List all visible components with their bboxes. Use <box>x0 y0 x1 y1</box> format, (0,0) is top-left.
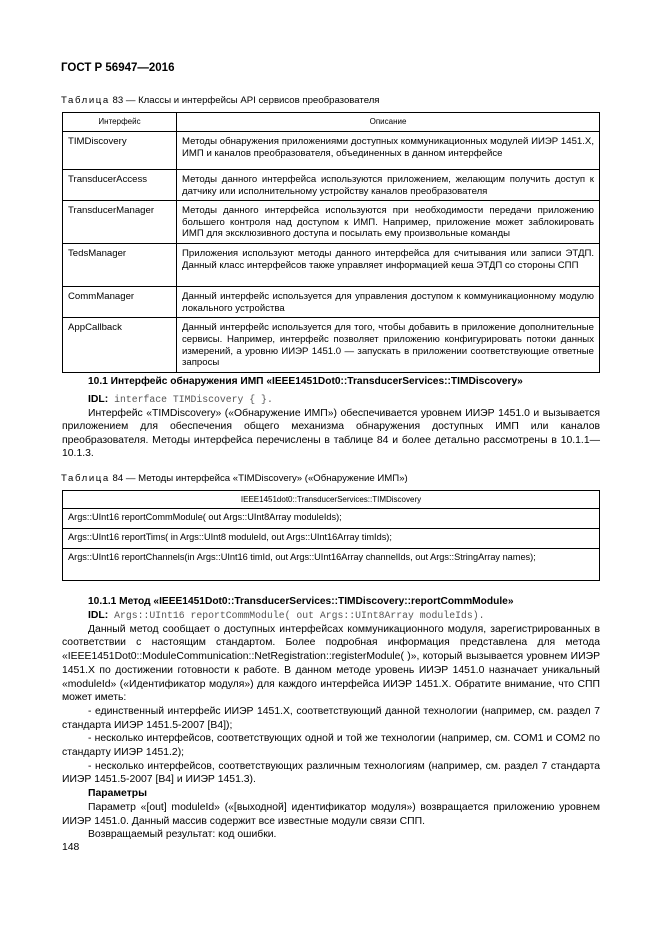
idl-code: Args::UInt16 reportCommModule( out Args::UInt8Array moduleIds). <box>108 610 485 621</box>
section-10-1-heading: 10.1 Интерфейс обнаружения ИМП «IEEE1451Dot0::TransducerServices::TIMDiscovery» <box>88 376 523 387</box>
interface-name: TransducerAccess <box>63 170 177 201</box>
table-row <box>63 529 600 549</box>
page-number: 148 <box>62 842 80 853</box>
interface-description: Данный интерфейс используется для того, чтобы добавить в приложение дополнительные сервисы. Например, интерфейс позволяет приложению конфигурировать потоки данных измерений, а уровню ИИЭР 1451.0 — запускать в приложении соответствующие ответные запросы <box>177 318 600 373</box>
section-10-1-1-heading: 10.1.1 Метод «IEEE1451Dot0::TransducerServices::TIMDiscovery::reportCommModule» <box>88 596 514 607</box>
table-83-header-interface: Интерфейс <box>63 113 177 132</box>
paragraph: Возвращаемый результат: код ошибки. <box>88 829 277 841</box>
standard-header: ГОСТ Р 56947—2016 <box>61 62 175 74</box>
method-signature: Args::UInt16 reportCommModule( out Args::UInt8Array moduleIds); <box>63 509 600 529</box>
table-row <box>63 201 600 244</box>
list-item: - единственный интерфейс ИИЭР 1451.X, соответствующий данной технологии (например, см. раздел 7 стандарта ИИЭР 1451.5-2007 [В4]); <box>62 705 600 731</box>
table-84-header: IEEE1451dot0::TransducerServices::TIMDiscovery <box>63 491 600 509</box>
table-84-caption: Таблица 84 — Методы интерфейса «TIMDiscovery» («Обнаружение ИМП») <box>61 473 408 484</box>
table-row <box>63 509 600 529</box>
section-10-1-text: Интерфейс «TIMDiscovery» («Обнаружение ИМП») обеспечивается уровнем ИИЭР 1451.0 и вызывается приложением для обеспечения общего механизма обнаружения доступных ИМП или каналов преобразователя. Методы интерфейса перечислены в таблице 84 и более детально рассмотрены в 10.1.1—10.1.3. <box>62 407 600 460</box>
table-83-header-description: Описание <box>177 113 600 132</box>
interface-name: TedsManager <box>63 244 177 287</box>
table-row <box>63 244 600 287</box>
interface-name: TransducerManager <box>63 201 177 244</box>
method-signature: Args::UInt16 reportChannels(in Args::UInt16 timId, out Args::UInt16Array channelIds, out Args::StringArray names); <box>63 549 600 581</box>
params-heading: Параметры <box>88 788 148 800</box>
list-item: - несколько интерфейсов, соответствующих одной и той же технологии (например, см. COM1 и COM2 по стандарту ИИЭР 1451.2); <box>62 733 600 759</box>
paragraph: Данный метод сообщает о доступных интерфейсах коммуникационного модуля, зарегистрированных в соответствии с настоящим стандартом. Более подробная информация представлена для метода «IEEE1451Dot0::ModuleCommunication::NetRegistration::registerModule( )», который вызывается уровнем ИИЭР 1451.X по достижении готовности к работе. В данном методе уровень ИИЭР 1451.0 назначает уникальный «moduleId» («Идентификатор модуля») для каждого интерфейса ИИЭР 1451.X. Обратите внимание, что СПП может иметь: <box>62 623 600 704</box>
interface-description: Приложения используют методы данного интерфейса для считывания или записи ЭТДП. Данный класс интерфейсов также управляет информацией кеша ЭТДП со стороны СПП <box>177 244 600 287</box>
table-83-caption: Таблица 83 — Классы и интерфейсы API сервисов преобразователя <box>61 95 380 106</box>
section-10-1-1-body: IDL: Args::UInt16 reportCommModule( out Args::UInt8Array moduleIds). Данный метод сообщает о доступных интерфейсах коммуникационного модуля, зарегистрированных в соответствии с настоящим стандартом. Более подробная информация представлена для метода «IEEE1451Dot0::ModuleCommunication::NetRegistration::registerModule( )», который вызывается уровнем ИИЭР 1451.X по достижении готовности к работе. В данном методе уровень ИИЭР 1451.0 назначает уникальный «moduleId» («Идентификатор модуля») для каждого интерфейса ИИЭР 1451.X. Обратите внимание, что СПП может иметь: - единственный интерфейс ИИЭР 1451.X, соответствующий данной технологии (например, см. раздел 7 стандарта ИИЭР 1451.5-2007 [В4]); - несколько интерфейсов, соответствующих одной и той же технологии (например, см. COM1 и COM2 по стандарту ИИЭР 1451.2); - несколько интерфейсов, соответствующих различным технологиям (например, см. раздел 7 стандарта ИИЭР 1451.5-2007 [В4] и ИИЭР 1451.3). Параметры Параметр «[out] moduleId» («[выходной] идентификатор модуля») возвращается приложению уровнем ИИЭР 1451.0. Данный массив содержит все известные модули связи СПП. Возвращаемый результат: код ошибки. <box>62 610 600 841</box>
interface-name: TIMDiscovery <box>63 132 177 170</box>
paragraph: Параметр «[out] moduleId» («[выходной] идентификатор модуля») возвращается приложению уровнем ИИЭР 1451.0. Данный массив содержит все известные модули связи СПП. <box>62 801 600 827</box>
table-row <box>63 318 600 373</box>
idl-code: interface TIMDiscovery { }. <box>108 394 273 405</box>
table-row <box>63 549 600 581</box>
table-row <box>63 132 600 170</box>
section-10-1-body: IDL: interface TIMDiscovery { }. Интерфейс «TIMDiscovery» («Обнаружение ИМП») обеспечивается уровнем ИИЭР 1451.0 и вызывается приложением для обеспечения общего механизма обнаружения доступных ИМП или каналов преобразователя. Методы интерфейса перечислены в таблице 84 и более детально рассмотрены в 10.1.1—10.1.3. <box>62 394 600 460</box>
interface-description: Методы данного интерфейса используются приложением, желающим получить доступ к датчику или исполнительному устройству каналов преобразователя <box>177 170 600 201</box>
interface-description: Методы обнаружения приложениями доступных коммуникационных модулей ИИЭР 1451.X, ИМП и каналов преобразователя, объединенных в данном интерфейсе <box>177 132 600 170</box>
table-83 <box>62 112 600 373</box>
interface-description: Данный интерфейс используется для управления доступом к коммуникационному модулю локального устройства <box>177 287 600 318</box>
interface-name: AppCallback <box>63 318 177 373</box>
method-signature: Args::UInt16 reportTims( in Args::UInt8 moduleId, out Args::UInt16Array timIds); <box>63 529 600 549</box>
interface-name: CommManager <box>63 287 177 318</box>
table-row <box>63 287 600 318</box>
list-item: - несколько интерфейсов, соответствующих различным технологиям (например, см. раздел 7 стандарта ИИЭР 1451.5-2007 [В4] и ИИЭР 1451.3). <box>62 760 600 786</box>
interface-description: Методы данного интерфейса используются при необходимости передачи приложению большего контроля над доступом к ИМП. Например, приложение может заблокировать ИМП для эксклюзивного доступа и посылать ему произвольные команды <box>177 201 600 244</box>
table-84 <box>62 490 600 581</box>
table-row <box>63 170 600 201</box>
